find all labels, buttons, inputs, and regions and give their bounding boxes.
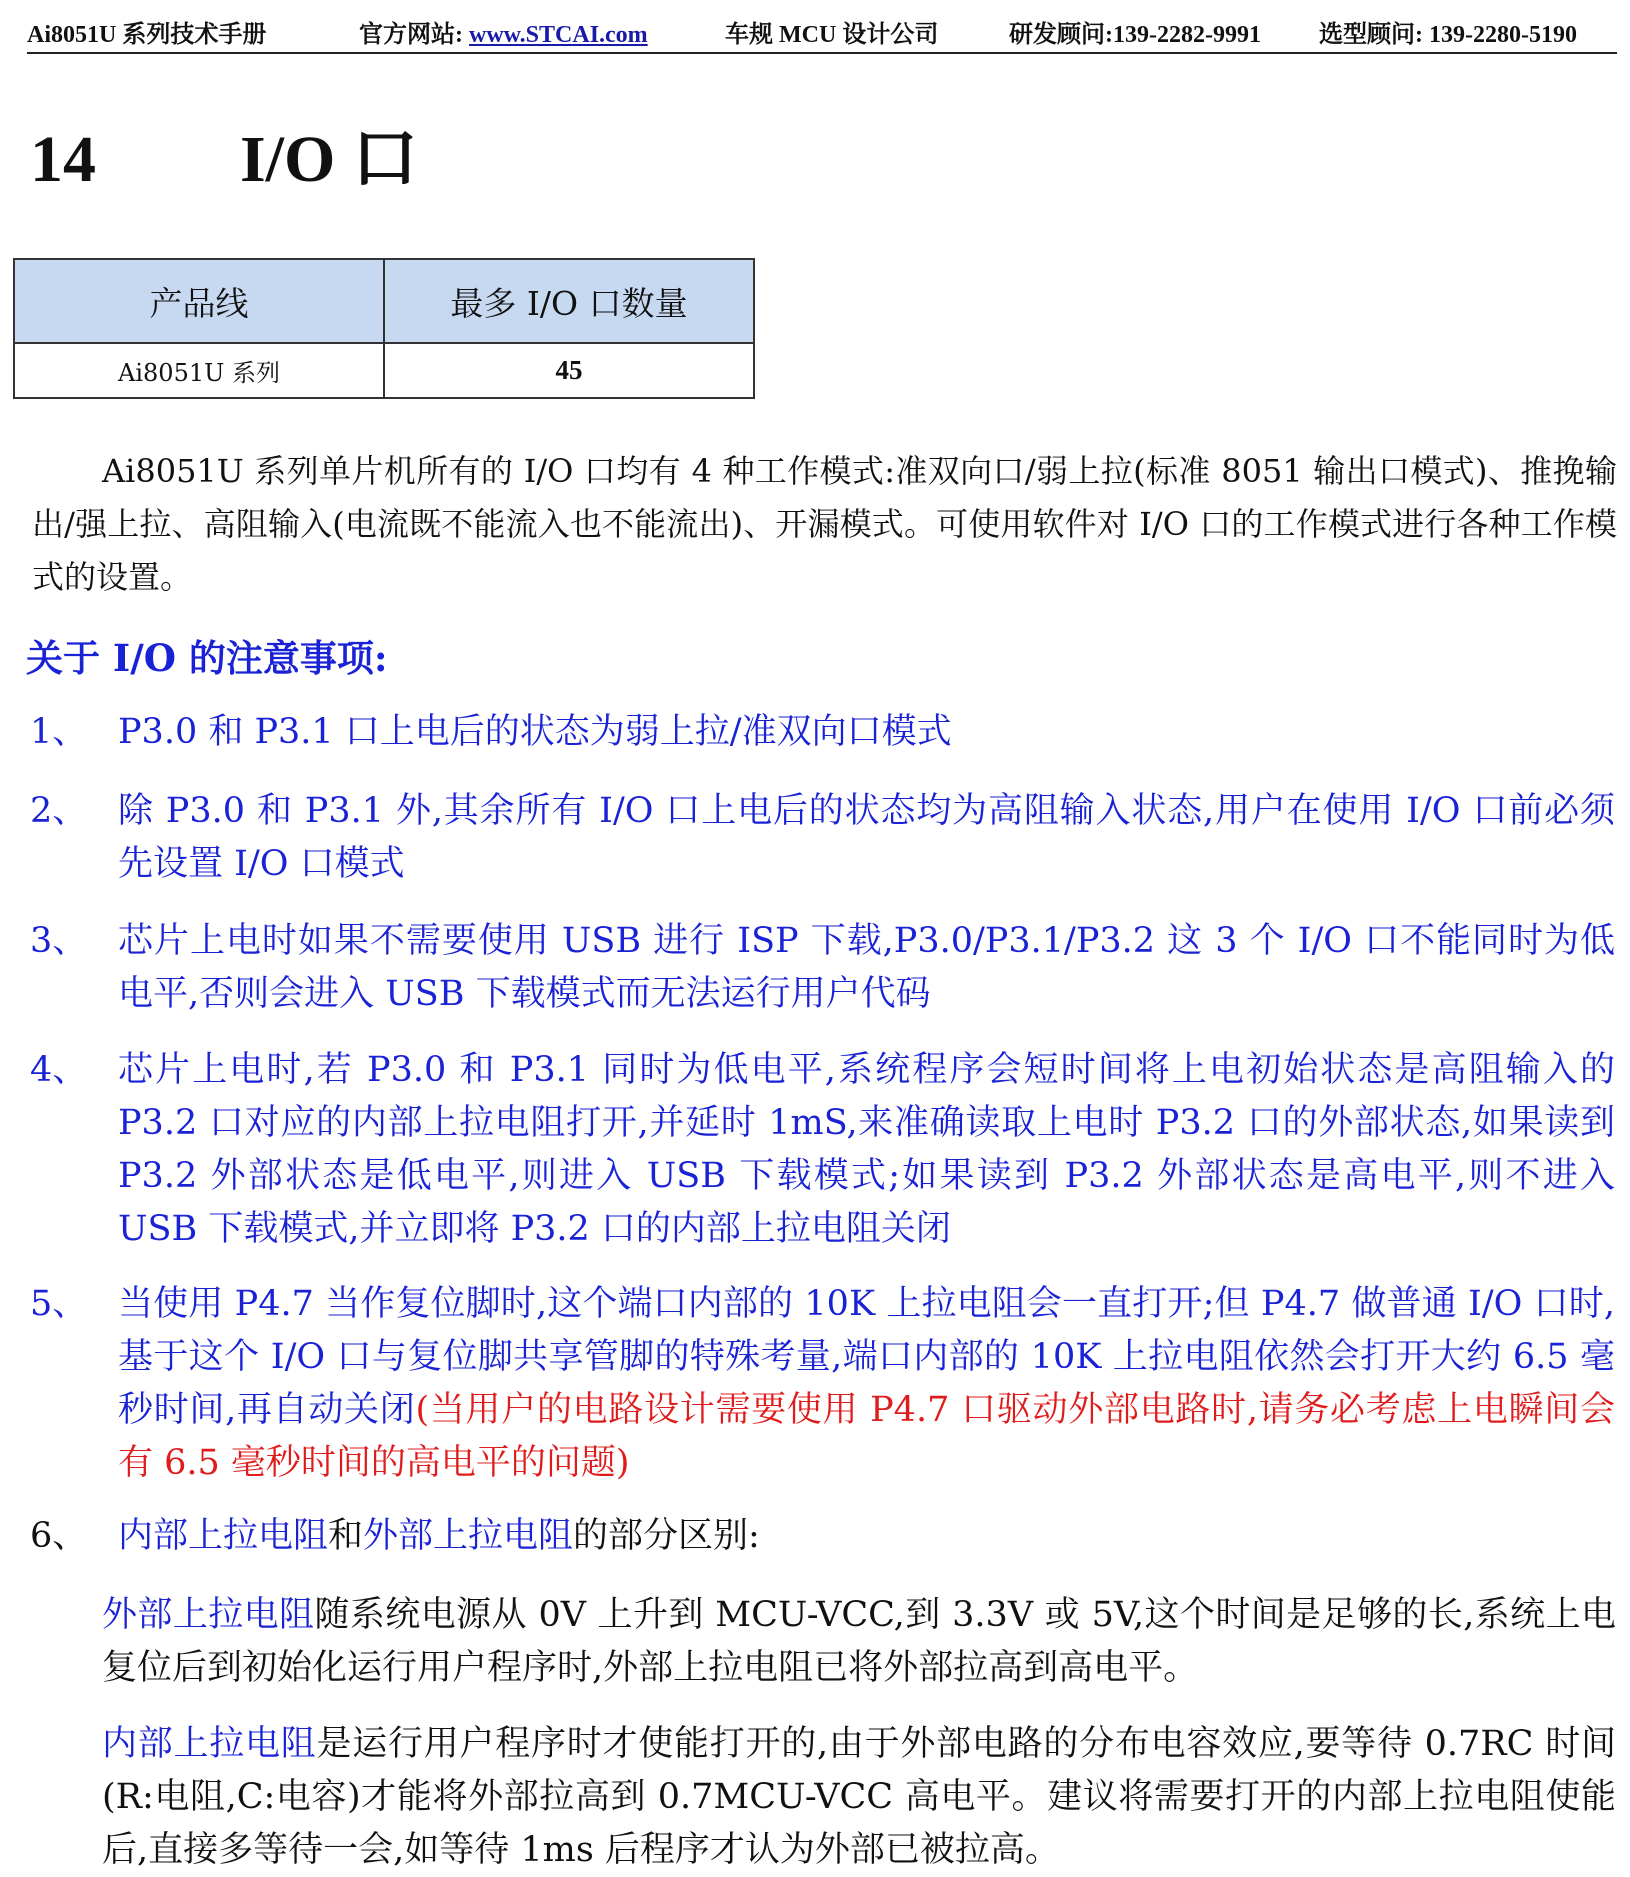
term-internal-pullup: 内部上拉电阻 — [118, 1516, 329, 1556]
note-number: 3、 — [30, 921, 88, 961]
note-text: 当使用 P4.7 当作复位脚时,这个端口内部的 10K 上拉电阻会一直打开;但 P4.7 做普通 I/O 口时,基于这个 I/O 口与复位脚共享管脚的特殊考量,端口内部的 10K 上拉电阻依然会打开大约 6.5 毫秒时间,再自动关闭 — [118, 1284, 1615, 1430]
note-number: 2、 — [30, 791, 88, 831]
note-number: 4、 — [30, 1050, 88, 1090]
external-pullup-term: 外部上拉电阻 — [102, 1595, 315, 1635]
note-item-5 — [30, 1278, 1615, 1490]
official-site — [359, 14, 648, 49]
table-cell-product-line: Ai8051U 系列 — [14, 343, 384, 398]
note-number: 5、 — [30, 1284, 88, 1324]
chapter-number: 14 — [30, 123, 96, 196]
io-count-table — [13, 258, 755, 399]
table-header-max-io: 最多 I/O 口数量 — [384, 259, 754, 343]
intro-paragraph: Ai8051U 系列单片机所有的 I/O 口均有 4 种工作模式:准双向口/弱上拉(标准 8051 输出口模式)、推挽输出/强上拉、高阻输入(电流既不能流入也不能流出)、开漏模式。可使用软件对 I/O 口的工作模式进行各种工作模式的设置。 — [32, 452, 1617, 596]
rd-contact: 研发顾问:139-2282-9991 — [1009, 22, 1261, 48]
note-text: P3.0 和 P3.1 口上电后的状态为弱上拉/准双向口模式 — [118, 712, 952, 752]
site-link[interactable]: www.STCAI.com — [469, 22, 648, 48]
company-tagline: 车规 MCU 设计公司 — [725, 22, 939, 48]
note-body — [118, 1278, 1615, 1490]
note-warning: (当用户的电路设计需要使用 P4.7 口驱动外部电路时,请务必考虑上电瞬间会有 6.5 毫秒时间的高电平的问题) — [118, 1390, 1615, 1483]
note-item-6 — [30, 1510, 1615, 1563]
notes-heading: 关于 I/O 的注意事项: — [26, 636, 388, 680]
note-item-2 — [30, 785, 1615, 891]
site-label: 官方网站: — [359, 22, 463, 48]
manual-title: Ai8051U 系列技术手册 — [27, 22, 267, 48]
internal-pullup-paragraph — [102, 1718, 1616, 1877]
note-item-4 — [30, 1044, 1615, 1256]
conjunction: 和 — [328, 1516, 364, 1556]
note-text: 芯片上电时,若 P3.0 和 P3.1 同时为低电平,系统程序会短时间将上电初始状态是高阻输入的 P3.2 口对应的内部上拉电阻打开,并延时 1mS,来准确读取上电时 P3.2 口的外部状态,如果读到 P3.2 外部状态是低电平,则进入 USB 下载模式;如果读到 P3.2 外部状态是高电平,则不进入 USB 下载模式,并立即将 P3.2 口的内部上拉电阻关闭 — [118, 1050, 1615, 1249]
chapter-heading — [30, 105, 418, 200]
note-text: 除 P3.0 和 P3.1 外,其余所有 I/O 口上电后的状态均为高阻输入状态,用户在使用 I/O 口前必须先设置 I/O 口模式 — [118, 791, 1615, 884]
page-header — [27, 12, 1617, 54]
chapter-title: I/O 口 — [240, 123, 418, 196]
note-number: 1、 — [30, 712, 88, 752]
selection-contact: 选型顾问: 139-2280-5190 — [1319, 22, 1577, 48]
table-cell-max-io: 45 — [384, 343, 754, 398]
table-header-row — [14, 259, 754, 343]
internal-pullup-term: 内部上拉电阻 — [102, 1724, 317, 1764]
note-body — [118, 1510, 1615, 1563]
table-row — [14, 343, 754, 398]
internal-pullup-text: 是运行用户程序时才使能打开的,由于外部电路的分布电容效应,要等待 0.7RC 时间(R:电阻,C:电容)才能将外部拉高到 0.7MCU-VCC 高电平。建议将需要打开的内部上拉电阻使能后,直接多等待一会,如等待 1ms 后程序才认为外部已被拉高。 — [102, 1724, 1616, 1870]
note-text: 的部分区别: — [573, 1516, 760, 1556]
note-number: 6、 — [30, 1516, 88, 1556]
note-item-3 — [30, 915, 1615, 1021]
table-header-product-line: 产品线 — [14, 259, 384, 343]
note-text: 芯片上电时如果不需要使用 USB 进行 ISP 下载,P3.0/P3.1/P3.2 这 3 个 I/O 口不能同时为低电平,否则会进入 USB 下载模式而无法运行用户代码 — [118, 921, 1615, 1014]
external-pullup-paragraph — [102, 1589, 1616, 1695]
note-item-1 — [30, 706, 1615, 759]
term-external-pullup: 外部上拉电阻 — [363, 1516, 574, 1556]
external-pullup-text: 随系统电源从 0V 上升到 MCU-VCC,到 3.3V 或 5V,这个时间是足够的长,系统上电复位后到初始化运行用户程序时,外部上拉电阻已将外部拉高到高电平。 — [102, 1595, 1616, 1688]
